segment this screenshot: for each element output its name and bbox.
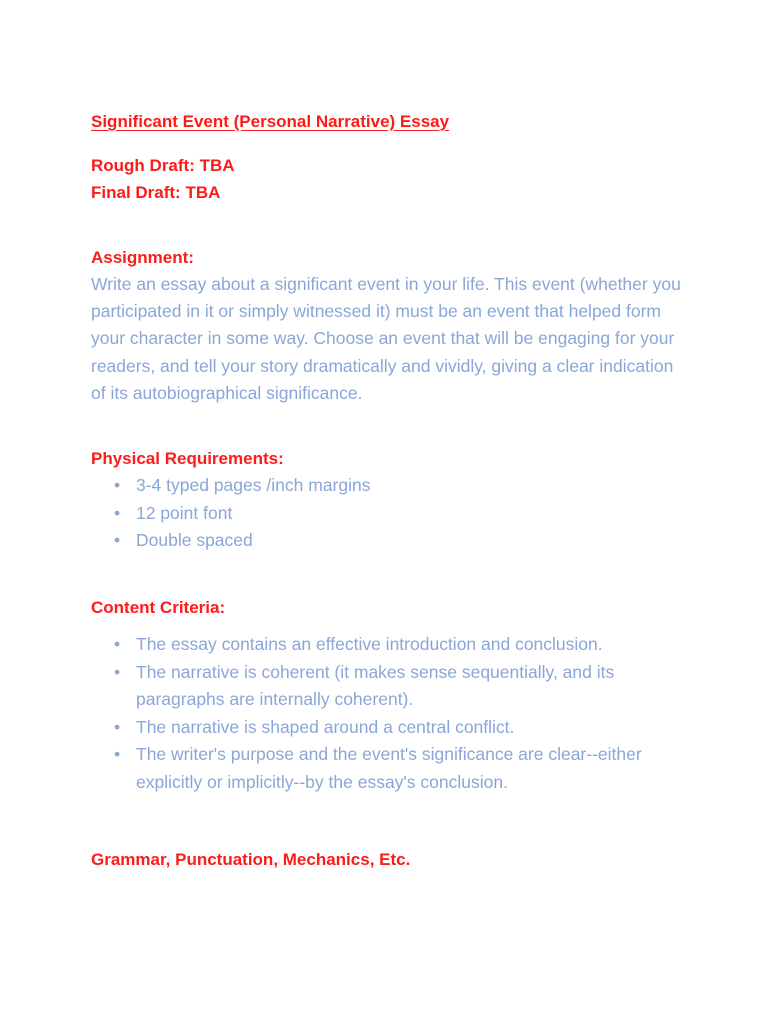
list-item — [91, 659, 691, 714]
document-title: Significant Event (Personal Narrative) Essay — [91, 112, 450, 131]
list-item-text: 12 point font — [136, 502, 233, 523]
bullet-icon: • — [114, 634, 121, 654]
bullet-icon: • — [114, 744, 121, 764]
assignment-heading: Assignment: — [91, 248, 194, 267]
list-item — [91, 472, 691, 500]
list-item — [91, 527, 691, 555]
list-item — [91, 500, 691, 528]
rough-draft-line: Rough Draft: TBA — [91, 156, 235, 175]
bullet-icon: • — [114, 502, 121, 523]
list-item — [91, 714, 691, 742]
list-item-text: The narrative is coherent (it makes sense sequentially, and its paragraphs are internally coherent). — [136, 661, 615, 709]
list-item-text: Double spaced — [136, 530, 253, 550]
assignment-body: Write an essay about a significant event in your life. This event (whether you participated in it or simply witnessed it) must be an event that helped form your character in some way. Choose an event that will be engaging for your readers, and tell your story dramatically and vividly, giving a clear indication of its autobiographical significance. — [91, 274, 681, 403]
physical-requirements-list — [91, 472, 691, 555]
list-item — [91, 631, 691, 659]
list-item-text: 3-4 typed pages /inch margins — [136, 475, 371, 495]
bullet-icon: • — [114, 530, 121, 550]
physical-requirements-heading: Physical Requirements: — [91, 449, 284, 468]
bullet-icon: • — [114, 661, 121, 682]
list-item-text: The essay contains an effective introduction and conclusion. — [136, 634, 603, 654]
list-item — [91, 741, 691, 796]
list-item-text: The narrative is shaped around a central conflict. — [136, 716, 515, 737]
content-criteria-heading: Content Criteria: — [91, 598, 226, 617]
final-draft-line: Final Draft: TBA — [91, 183, 221, 202]
grammar-heading: Grammar, Punctuation, Mechanics, Etc. — [91, 850, 411, 869]
content-criteria-list — [91, 631, 691, 796]
bullet-icon: • — [114, 475, 121, 495]
list-item-text: The writer's purpose and the event's significance are clear--either explicitly or implicitly--by the essay's conclusion. — [136, 744, 642, 792]
bullet-icon: • — [114, 716, 121, 737]
